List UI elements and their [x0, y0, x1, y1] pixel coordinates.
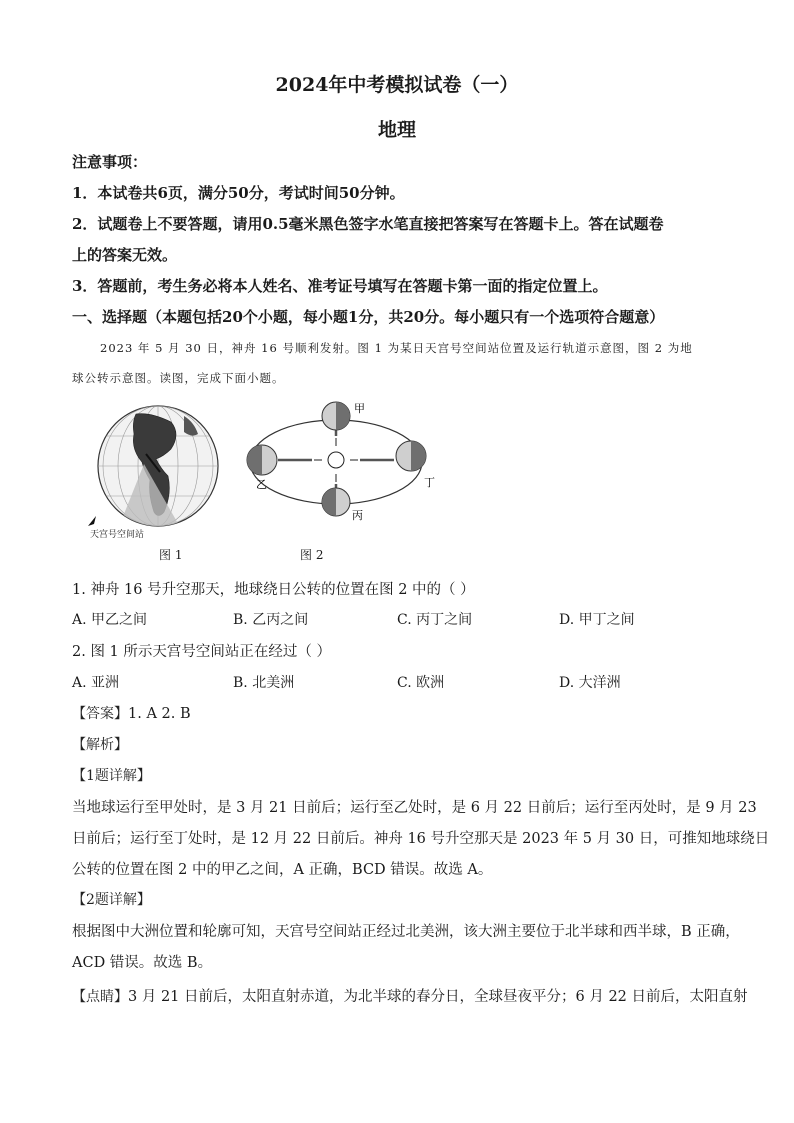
tip-text: 3 月 21 日前后，太阳直射赤道，为北半球的春分日，全球昼夜平分；6 月 22 日前后，太阳直射: [128, 989, 748, 1005]
question-1-option-b: B. 乙丙之间: [233, 612, 309, 628]
station-arrow-icon: [88, 516, 96, 526]
analysis-tag: 【解析】: [72, 737, 128, 753]
station-label: 天宫号空间站: [90, 530, 145, 540]
position-label: 丁: [424, 476, 435, 489]
notice-item: 1．本试卷共6页，满分50分，考试时间50分钟。: [72, 184, 405, 202]
figure-2-orbit: [236, 394, 446, 524]
question-2-option-b: B. 北美洲: [233, 675, 295, 691]
detail-1-text: 当地球运行至甲处时，是 3 月 21 日前后；运行至乙处时，是 6 月 22 日前后；运行至丙处时，是 9 月 23: [72, 800, 757, 816]
notice-item: 3．答题前，考生务必将本人姓名、准考证号填写在答题卡第一面的指定位置上。: [72, 277, 608, 295]
notice-heading: 注意事项：: [72, 153, 148, 171]
section-heading: 一、选择题（本题包括20个小题，每小题1分，共20分。每小题只有一个选项符合题意）: [72, 308, 665, 326]
position-label: 乙: [256, 478, 267, 491]
answer-tag: 【答案】: [72, 706, 128, 722]
detail-2-text: ACD 错误。故选 B。: [72, 955, 213, 971]
detail-1-tag: 【1题详解】: [72, 768, 151, 784]
intro-text: 球公转示意图。读图，完成下面小题。: [72, 371, 285, 385]
sun-icon: [328, 452, 344, 468]
answer-row: [72, 703, 191, 723]
figure-1-globe: [76, 394, 226, 539]
question-1-stem: 1. 神舟 16 号升空那天，地球绕日公转的位置在图 2 中的（ ）: [72, 582, 475, 598]
figure-1-caption: 图 1: [159, 548, 183, 562]
detail-1-text: 公转的位置在图 2 中的甲乙之间，A 正确，BCD 错误。故选 A。: [72, 862, 493, 878]
position-label: 甲: [354, 402, 365, 415]
answer-text: 1. A 2. B: [128, 706, 191, 722]
question-2-option-a: A. 亚洲: [72, 675, 120, 691]
question-1-option-a: A. 甲乙之间: [72, 612, 148, 628]
detail-1-text: 日前后；运行至丁处时，是 12 月 22 日前后。神舟 16 号升空那天是 2023 年 5 月 30 日，可推知地球绕日: [72, 831, 770, 847]
detail-2-text: 根据图中大洲位置和轮廓可知，天宫号空间站正经过北美洲，该大洲主要位于北半球和西半球，B 正确，: [72, 924, 740, 940]
page-title: 2024年中考模拟试卷（一）: [275, 74, 519, 96]
question-2-option-c: C. 欧洲: [397, 675, 445, 691]
subject-title: 地理: [377, 119, 416, 141]
notice-item: 2．试题卷上不要答题，请用0.5毫米黑色签字水笔直接把答案写在答题卡上。答在试题卷: [72, 215, 664, 233]
question-1-option-d: D. 甲丁之间: [559, 612, 635, 628]
question-2-stem: 2. 图 1 所示天宫号空间站正在经过（ ）: [72, 644, 331, 660]
detail-2-tag: 【2题详解】: [72, 892, 151, 908]
question-2-option-d: D. 大洋洲: [559, 675, 621, 691]
figure-2-caption: 图 2: [300, 548, 324, 562]
notice-item: 上的答案无效。: [72, 246, 178, 264]
question-1-option-c: C. 丙丁之间: [397, 612, 473, 628]
intro-text: 2023 年 5 月 30 日，神舟 16 号顺利发射。图 1 为某日天宫号空间站位置及运行轨道示意图，图 2 为地: [100, 341, 693, 355]
tip-row: [72, 985, 748, 1006]
tip-tag: 【点睛】: [72, 989, 128, 1005]
position-label: 丙: [352, 509, 363, 522]
